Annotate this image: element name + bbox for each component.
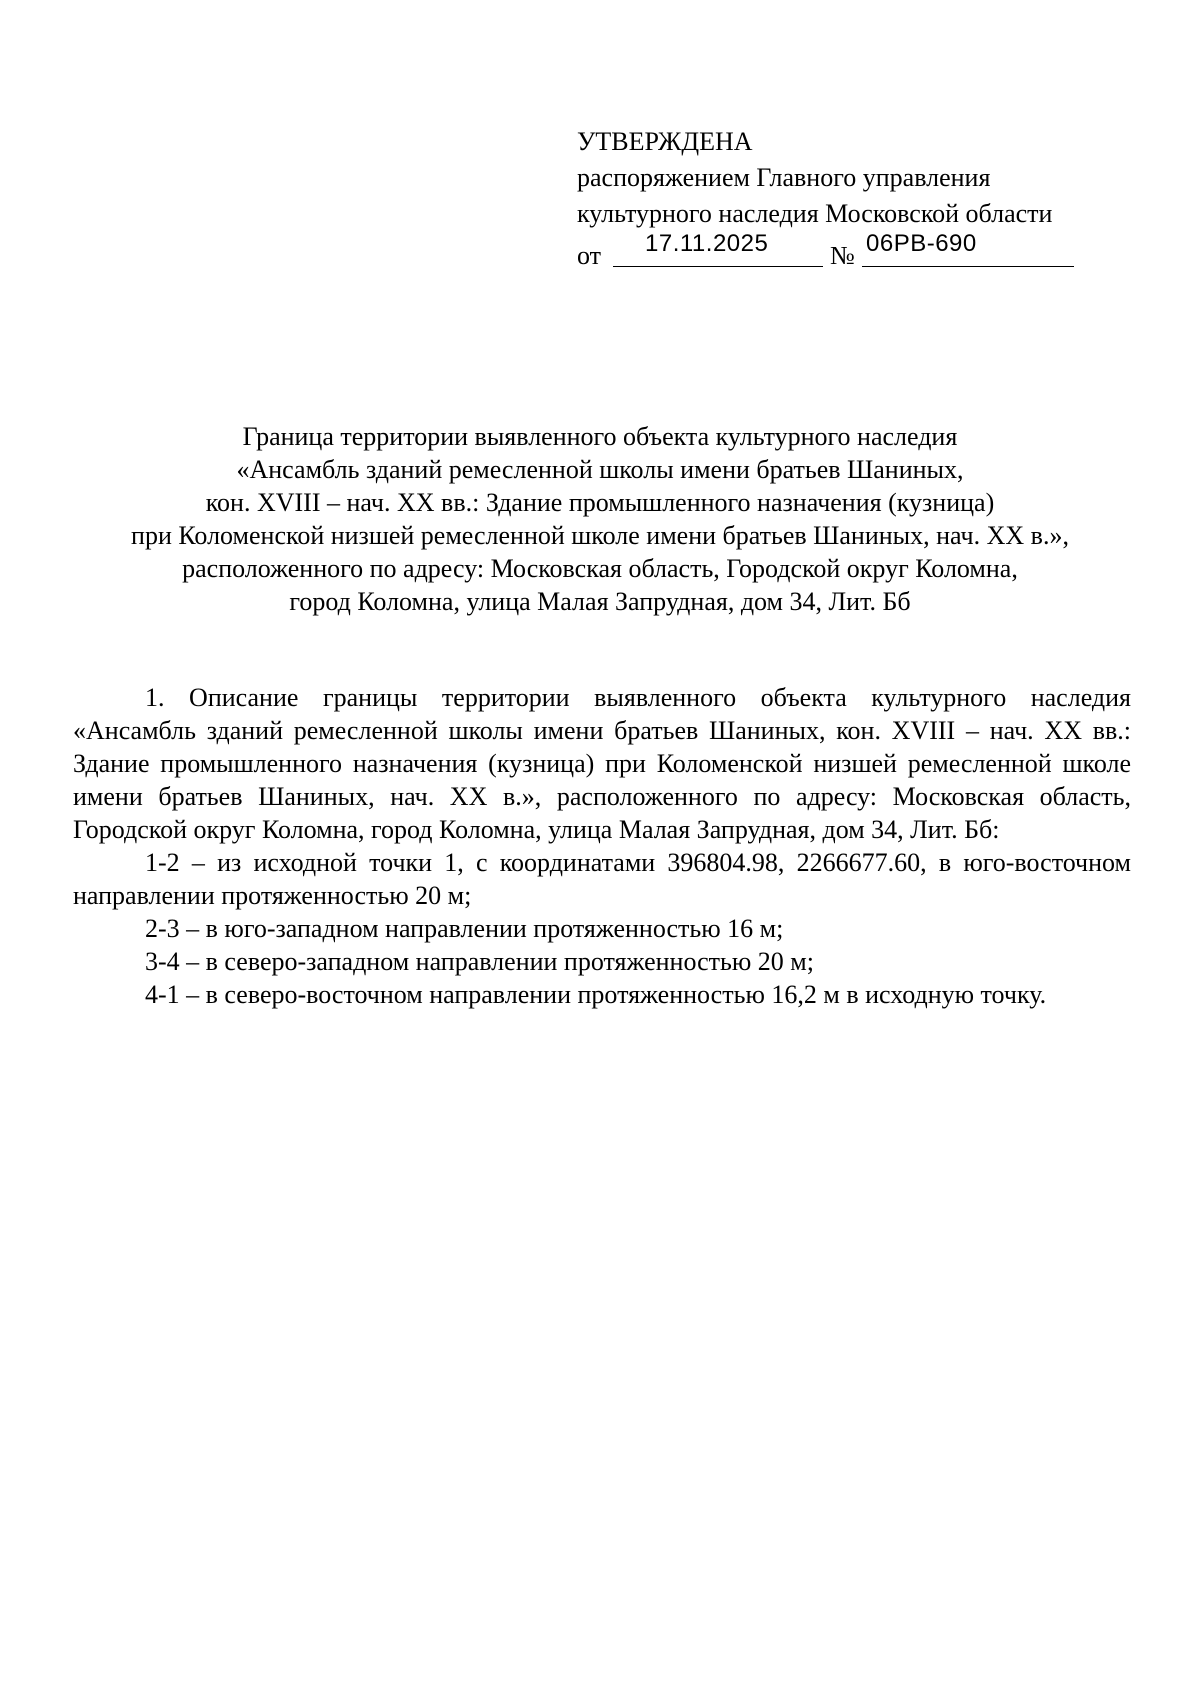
number-field (862, 232, 1074, 267)
approval-line-2: культурного наследия Московской области (577, 199, 1053, 228)
number-label: № (830, 241, 855, 270)
title-line: расположенного по адресу: Московская область, Городской округ Коломна, (182, 554, 1018, 583)
title-line: «Ансамбль зданий ремесленной школы имени братьев Шаниных, (236, 455, 964, 484)
approval-line-1: распоряжением Главного управления (577, 163, 991, 192)
description-paragraph: 1. Описание границы территории выявленного объекта культурного наследия «Ансамбль зданий ремесленной школы имени братьев Шаниных, кон. XVIII – нач. XX вв.: Здание промышленного назначения (кузница) при Коломенской низшей ремесленной школе имени братьев Шаниных, нач. XX в.», расположенного по адресу: Московская область, Городской округ Коломна, город Коломна, улица Малая Запрудная, дом 34, Лит. Бб: (73, 683, 1131, 844)
boundary-segment-3-4: 3-4 – в северо-западном направлении протяженностью 20 м; (145, 947, 814, 976)
title-line: Граница территории выявленного объекта культурного наследия (242, 422, 958, 451)
title-line: при Коломенской низшей ремесленной школе имени братьев Шаниных, нач. XX в.», (131, 521, 1069, 550)
approval-date: 17.11.2025 (645, 230, 769, 257)
approval-title: УТВЕРЖДЕНА (577, 127, 753, 156)
boundary-segment-2-3: 2-3 – в юго-западном направлении протяженностью 16 м; (145, 914, 784, 943)
document-body (73, 681, 1131, 1011)
boundary-segment-4-1: 4-1 – в северо-восточном направлении протяженностью 16,2 м в исходную точку. (145, 980, 1047, 1009)
title-line: кон. XVIII – нач. XX вв.: Здание промышленного назначения (кузница) (205, 488, 995, 517)
boundary-segment-1-2: 1-2 – из исходной точки 1, с координатами 396804.98, 2266677.60, в юго-восточном направлении протяженностью 20 м; (73, 848, 1131, 910)
document-title (60, 420, 1140, 618)
title-line: город Коломна, улица Малая Запрудная, дом 34, Лит. Бб (289, 587, 911, 616)
approval-date-row (577, 232, 1117, 272)
from-label: от (577, 241, 602, 270)
approval-stamp (577, 124, 1117, 272)
approval-number: 06РВ-690 (866, 230, 977, 257)
date-field (613, 232, 823, 267)
